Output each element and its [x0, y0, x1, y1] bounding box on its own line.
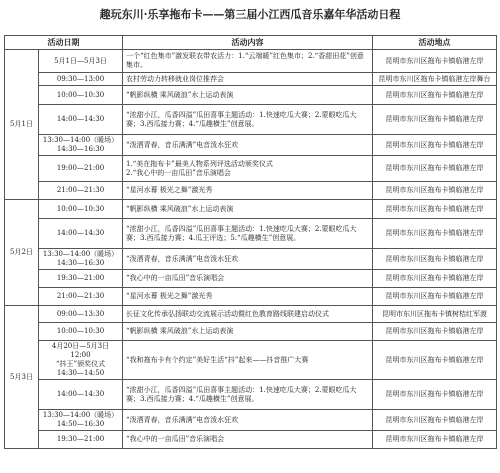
cell-place: 昆明市东川区拖布卡镇临港左岸: [373, 380, 497, 410]
cell-time: 4月20日—5月3日12:00 “抖王”颁奖仪式 14:30—14:50: [39, 341, 123, 380]
cell-content: 长征文化传承弘扬联动交流展示活动暨红色教育路线联建启动仪式: [123, 306, 373, 323]
schedule-row: [5, 380, 497, 410]
cell-place: 昆明市东川区拖布卡镇临港左岸: [373, 410, 497, 431]
schedule-row: [5, 249, 497, 270]
cell-time: 14:00—14:30: [39, 105, 123, 135]
cell-content: “浓甜小江，瓜香四溢”瓜田喜事主题活动：1.快速吃瓜大赛；2.蒙眼吃瓜大赛；3.西瓜接力赛；4.瓜王评选；5.“瓜趣横生”创意展。: [123, 219, 373, 249]
cell-content: “我和拖布卡有个约定”美好生活“抖”起来——抖音推广大赛: [123, 341, 373, 380]
schedule-row: [5, 182, 497, 200]
header-content: 活动内容: [123, 36, 373, 50]
cell-time: 09:30—13:00: [39, 73, 123, 86]
cell-place: 昆明市东川区拖布卡镇临港左岸: [373, 50, 497, 73]
cell-place: 昆明市东川区拖布卡镇临港左岸: [373, 219, 497, 249]
schedule-body: [5, 50, 497, 449]
cell-content: “帆影纵横 乘风破浪”水上运动表演: [123, 200, 373, 219]
cell-place: 昆明市东川区拖布卡镇临港左岸: [373, 249, 497, 270]
schedule-row: [5, 50, 497, 73]
cell-content: “星河水幕 极光之舞”激光秀: [123, 182, 373, 200]
cell-content: “帆影纵横 乘风破浪”水上运动表演: [123, 86, 373, 105]
cell-content: “帆影纵横 乘风破浪”水上运动表演: [123, 323, 373, 341]
cell-time: 21:00—21:30: [39, 182, 123, 200]
cell-content: “泼洒青春，音乐满满”电音泼水狂欢: [123, 135, 373, 156]
schedule-row: [5, 156, 497, 182]
cell-time: 21:00—21:30: [39, 288, 123, 306]
schedule-row: [5, 135, 497, 156]
cell-place: 昆明市东川区拖布卡镇临港左岸: [373, 288, 497, 306]
cell-content: 1.“美在拖布卡”最美人物系列评选活动颁奖仪式 2.“我心中的一亩瓜田”音乐演唱会: [123, 156, 373, 182]
cell-content: “浓甜小江，瓜香四溢”瓜田喜事主题活动：1.快速吃瓜大赛；2.蒙眼吃瓜大赛；3.西瓜接力赛；4.“瓜趣横生”创意展。: [123, 380, 373, 410]
cell-place: 昆明市东川区拖布卡镇临港左岸舞台: [373, 73, 497, 86]
cell-place: 昆明市东川区拖布卡镇临港左岸: [373, 323, 497, 341]
cell-place: 昆明市东川区拖布卡镇临港左岸: [373, 431, 497, 449]
cell-time: 13:30—14:00（暖场） 14:30—16:30: [39, 249, 123, 270]
cell-time: 10:00—10:30: [39, 200, 123, 219]
cell-content: “泼洒青春，音乐满满”电音泼水狂欢: [123, 249, 373, 270]
schedule-row: [5, 200, 497, 219]
day-label: 5月3日: [5, 306, 39, 449]
cell-content: “星河水幕 极光之舞”激光秀: [123, 288, 373, 306]
cell-place: 昆明市东川区拖布卡镇临港左岸: [373, 270, 497, 288]
cell-place: 昆明市东川区拖布卡镇树桔红军渡: [373, 306, 497, 323]
cell-time: 5月1日—5月3日: [39, 50, 123, 73]
schedule-row: [5, 105, 497, 135]
schedule-row: [5, 410, 497, 431]
cell-content: “泼洒青春，音乐满满”电音泼水狂欢: [123, 410, 373, 431]
cell-time: 09:00—13:30: [39, 306, 123, 323]
cell-content: 农村劳动力转移就业岗位推荐会: [123, 73, 373, 86]
cell-time: 19:00—21:00: [39, 156, 123, 182]
cell-time: 10:00—10:30: [39, 323, 123, 341]
header-row: [5, 36, 497, 50]
cell-time: 13:30—14:00（暖场） 14:50—16:30: [39, 410, 123, 431]
header-date: 活动日期: [5, 36, 123, 50]
cell-content: “我心中的一亩瓜田”音乐演唱会: [123, 270, 373, 288]
day-label: 5月2日: [5, 200, 39, 306]
schedule-row: [5, 270, 497, 288]
cell-content: “我心中的一亩瓜田”音乐演唱会: [123, 431, 373, 449]
schedule-row: [5, 323, 497, 341]
cell-time: 19:30—21:00: [39, 270, 123, 288]
schedule-row: [5, 306, 497, 323]
cell-place: 昆明市东川区拖布卡镇临港左岸: [373, 341, 497, 380]
cell-place: 昆明市东川区拖布卡镇临港左岸: [373, 200, 497, 219]
schedule-row: [5, 341, 497, 380]
page-title: 趣玩东川·乐享拖布卡——第三届小江西瓜音乐嘉年华活动日程: [99, 8, 401, 21]
header-place: 活动地点: [373, 36, 497, 50]
day-label: 5月1日: [5, 50, 39, 200]
cell-time: 14:00—14:30: [39, 219, 123, 249]
cell-place: 昆明市东川区拖布卡镇临港左岸: [373, 135, 497, 156]
cell-time: 14:00—14:30: [39, 380, 123, 410]
cell-time: 19:30—21:00: [39, 431, 123, 449]
cell-time: 10:00—10:30: [39, 86, 123, 105]
cell-time: 13:30—14:00（暖场） 14:30—16:30: [39, 135, 123, 156]
cell-place: 昆明市东川区拖布卡镇临港左岸: [373, 182, 497, 200]
cell-place: 昆明市东川区拖布卡镇临港左岸: [373, 86, 497, 105]
schedule-row: [5, 431, 497, 449]
schedule-table: [4, 35, 497, 449]
cell-place: 昆明市东川区拖布卡镇临港左岸: [373, 156, 497, 182]
schedule-row: [5, 86, 497, 105]
cell-content: 一个“红色集市”激发联农带农活力：1.“云端暖”红色集市；2.“香甜田花”创意集市。: [123, 50, 373, 73]
schedule-row: [5, 219, 497, 249]
schedule-row: [5, 73, 497, 86]
cell-content: “浓甜小江，瓜香四溢”瓜田喜事主题活动：1.快速吃瓜大赛；2.蒙眼吃瓜大赛；3.西瓜接力赛；4.“瓜趣横生”创意展。: [123, 105, 373, 135]
cell-place: 昆明市东川区拖布卡镇临港左岸: [373, 105, 497, 135]
schedule-row: [5, 288, 497, 306]
